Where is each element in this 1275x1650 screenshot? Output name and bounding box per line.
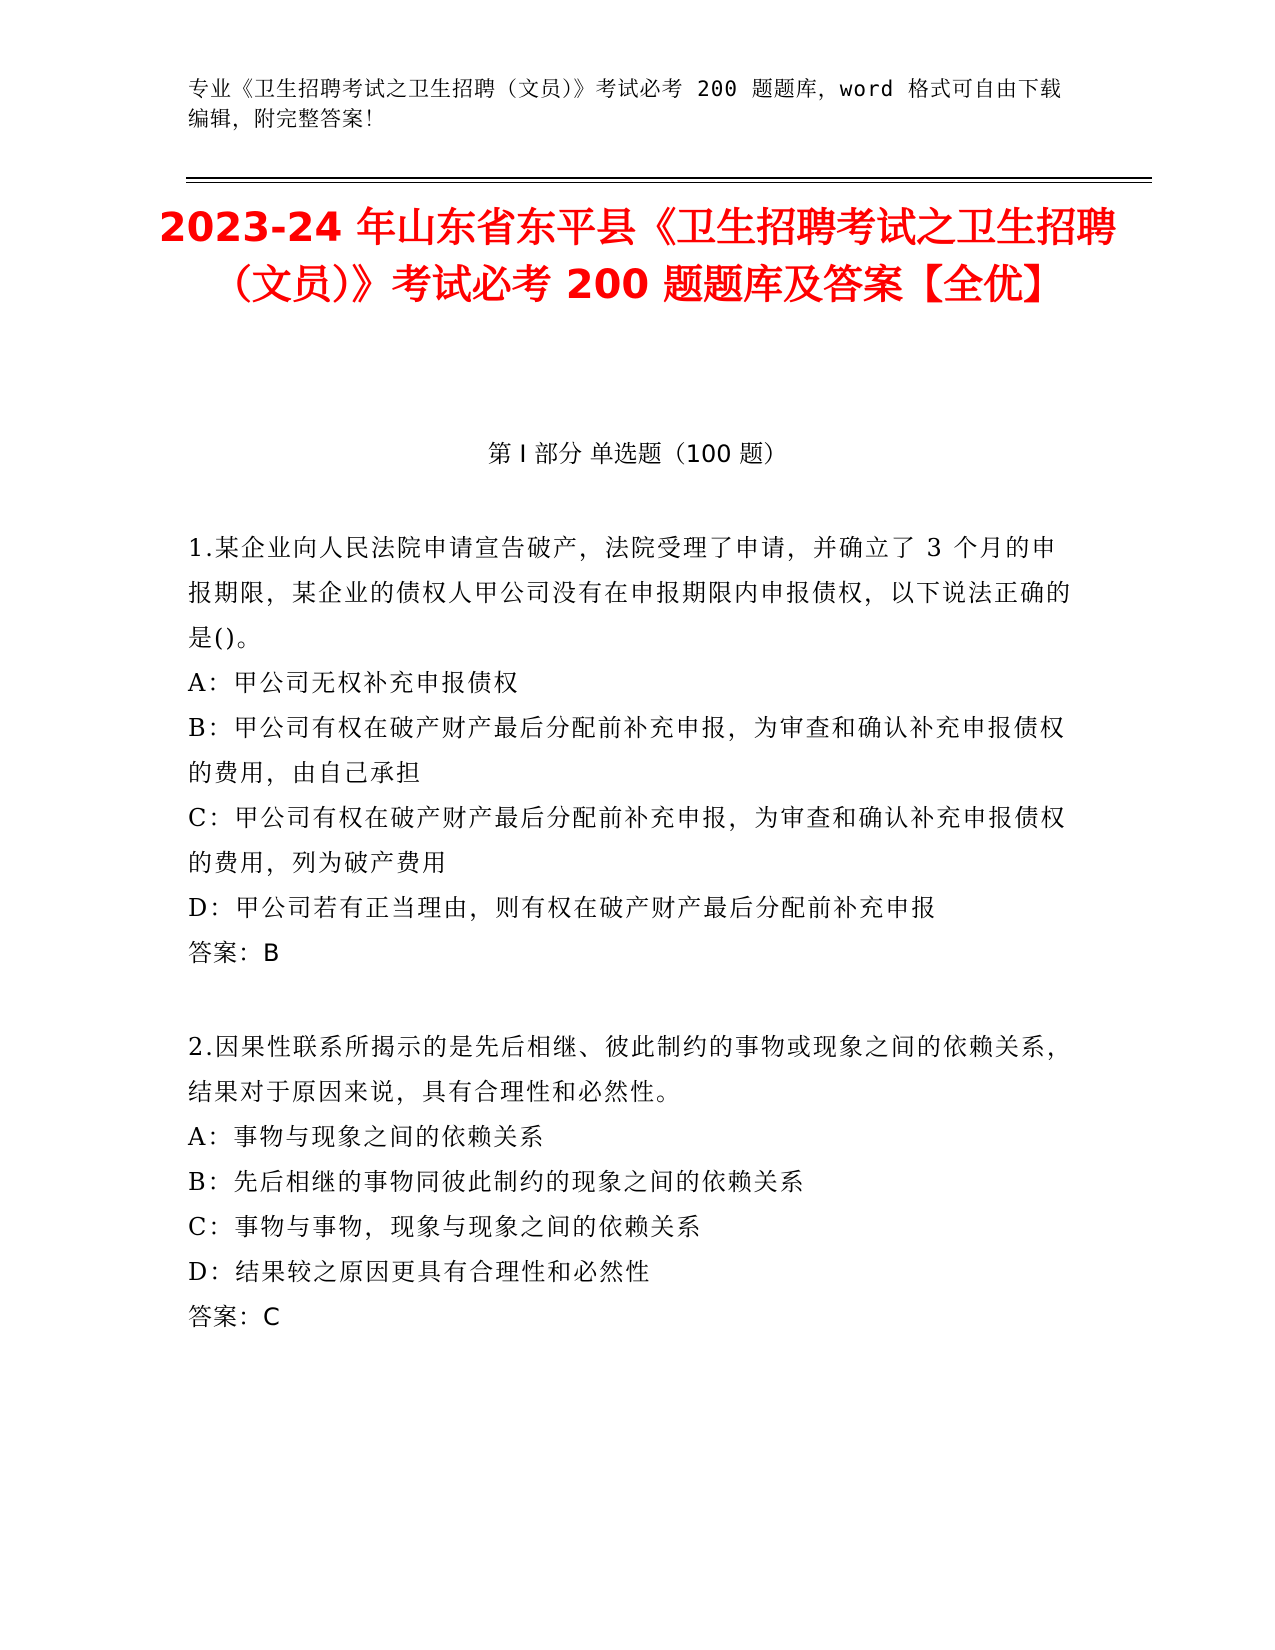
answer-line: 答案：B	[188, 939, 281, 967]
option-a: A：甲公司无权补充申报债权	[188, 669, 520, 697]
document-title: 2023-24 年山东省东平县《卫生招聘考试之卫生招聘（文员）》考试必考 200 题题库及答案【全优】	[158, 205, 1117, 308]
header-divider-thin	[186, 182, 1152, 183]
option-d: D：甲公司若有正当理由，则有权在破产财产最后分配前补充申报	[188, 894, 938, 922]
answer-line: 答案：C	[188, 1303, 281, 1331]
section-heading: 第 I 部分 单选题（100 题）	[487, 440, 788, 468]
option-d: D：结果较之原因更具有合理性和必然性	[188, 1258, 652, 1286]
option-c: C：事物与事物，现象与现象之间的依赖关系	[188, 1213, 703, 1241]
header-note: 专业《卫生招聘考试之卫生招聘（文员）》考试必考 200 题题库，word 格式可自由下载编辑，附完整答案！	[188, 77, 1062, 131]
option-b: B：甲公司有权在破产财产最后分配前补充申报，为审查和确认补充申报债权的费用，由自己承担	[188, 714, 1066, 787]
question-block	[188, 1025, 1078, 1340]
option-a: A：事物与现象之间的依赖关系	[188, 1123, 546, 1151]
option-c: C：甲公司有权在破产财产最后分配前补充申报，为审查和确认补充申报债权的费用，列为破产费用	[188, 804, 1067, 877]
question-block	[188, 526, 1078, 976]
option-b: B：先后相继的事物同彼此制约的现象之间的依赖关系	[188, 1168, 806, 1196]
question-stem: 1.某企业向人民法院申请宣告破产，法院受理了申请，并确立了 3 个月的申报期限，某企业的债权人甲公司没有在申报期限内申报债权，以下说法正确的是()。	[188, 534, 1072, 652]
header-divider-thick	[186, 177, 1152, 179]
question-stem: 2.因果性联系所揭示的是先后相继、彼此制约的事物或现象之间的依赖关系，结果对于原因来说，具有合理性和必然性。	[188, 1033, 1073, 1106]
